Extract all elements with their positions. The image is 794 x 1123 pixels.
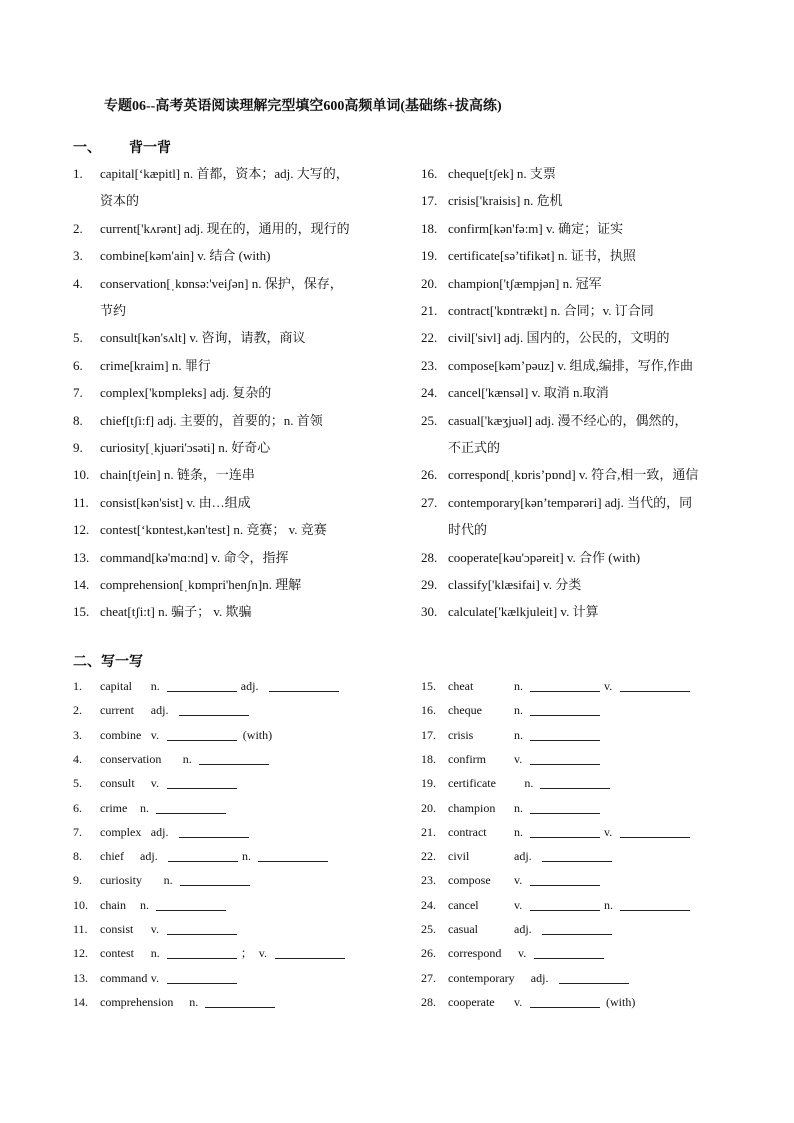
fill-entry bbox=[421, 751, 721, 767]
fill-entry bbox=[73, 824, 373, 840]
part-of-speech: v. bbox=[514, 751, 523, 766]
part-of-speech: n. bbox=[242, 849, 251, 864]
answer-blank[interactable] bbox=[156, 910, 226, 911]
part-of-speech: n. bbox=[524, 776, 534, 791]
part-of-speech: v. bbox=[604, 679, 613, 693]
fill-entry bbox=[421, 848, 721, 864]
entry-text: crisis['kraisis] n. 危机 bbox=[448, 193, 563, 209]
answer-blank[interactable] bbox=[530, 837, 600, 838]
part-of-speech: adj. bbox=[240, 679, 259, 693]
entry-text: consist[kən'sist] v. 由…组成 bbox=[100, 494, 251, 510]
entry-number: 4. bbox=[73, 275, 83, 291]
entry-number: 7. bbox=[73, 385, 83, 401]
entry-text: contemporary[kən’tempərəri] adj. 当代的，同 bbox=[448, 494, 693, 510]
entry-number: 14. bbox=[73, 577, 90, 592]
entry-text: calculate['kælkjuleit] v. 计算 bbox=[448, 604, 599, 620]
entry-text: complex['kɒmpleks] adj. 复杂的 bbox=[100, 385, 272, 401]
part-of-speech: adj. bbox=[530, 970, 549, 985]
part-of-speech: v. bbox=[150, 970, 160, 985]
entry-text: certificate[sə’tifikət] n. 证书，执照 bbox=[448, 248, 636, 264]
answer-blank[interactable] bbox=[167, 983, 237, 984]
entry-number: 24. bbox=[421, 897, 436, 912]
answer-blank[interactable] bbox=[530, 813, 600, 814]
entry-text: correspond[ˌkɒris’pɒnd] v. 符合,相一致，通信 bbox=[448, 467, 699, 483]
entry-word: contest bbox=[100, 946, 134, 961]
part-of-speech: n. bbox=[140, 800, 149, 815]
entry-word: correspond bbox=[448, 946, 502, 961]
entry-number: 3. bbox=[73, 248, 83, 264]
part-of-speech: adj. bbox=[150, 703, 169, 718]
entry-text: cheque[tʃek] n. 支票 bbox=[448, 166, 556, 181]
entry-word: civil bbox=[448, 849, 470, 864]
answer-blank[interactable] bbox=[530, 691, 600, 692]
entry-text: casual['kæʒjuəl] adj. 漫不经心的，偶然的， bbox=[448, 412, 688, 428]
fill-entry bbox=[73, 872, 373, 888]
entry-number: 21. bbox=[421, 824, 436, 839]
fill-entry bbox=[421, 921, 721, 937]
entry-word: crisis bbox=[448, 727, 474, 742]
entry-number: 25. bbox=[421, 412, 438, 428]
page-title: 专题06--高考英语阅读理解完型填空600高频单词(基础练+拔高练) bbox=[104, 99, 502, 114]
answer-blank[interactable] bbox=[530, 764, 600, 765]
part-of-speech: adj. bbox=[514, 922, 532, 936]
entry-number: 26. bbox=[421, 946, 436, 961]
part-of-speech: v. bbox=[514, 873, 523, 888]
part-of-speech: adj. bbox=[150, 824, 169, 839]
entry-word: contemporary bbox=[448, 970, 515, 985]
part-of-speech: n. bbox=[514, 727, 523, 742]
entry-word: cheat bbox=[448, 679, 474, 693]
entry-number: 2. bbox=[73, 220, 83, 236]
entry-text: combine[kəm'ain] v. 结合 (with) bbox=[100, 248, 271, 264]
fill-entry bbox=[421, 970, 721, 986]
answer-blank[interactable] bbox=[167, 691, 237, 692]
answer-blank[interactable] bbox=[620, 691, 690, 692]
part-of-speech: v. bbox=[150, 727, 160, 742]
answer-blank[interactable] bbox=[559, 983, 629, 984]
entry-number: 24. bbox=[421, 385, 438, 401]
entry-text: consult[kən'sʌlt] v. 咨询，请教，商议 bbox=[100, 330, 306, 346]
answer-blank[interactable] bbox=[540, 788, 610, 789]
part-of-speech: v. bbox=[518, 946, 527, 961]
entry-number: 20. bbox=[421, 800, 436, 815]
entry-text: classify['klæsifai] v. 分类 bbox=[448, 577, 582, 592]
part-of-speech: n. bbox=[514, 703, 523, 718]
fill-entry bbox=[421, 994, 721, 1010]
answer-blank[interactable] bbox=[275, 958, 345, 959]
part-of-speech: n. bbox=[514, 824, 523, 839]
part-of-speech: n. bbox=[182, 751, 192, 766]
answer-blank[interactable] bbox=[167, 934, 237, 935]
entry-text: contract['kɒntrækt] n. 合同；v. 订合同 bbox=[448, 303, 654, 318]
entry-word: confirm bbox=[448, 751, 486, 766]
answer-blank[interactable] bbox=[205, 1007, 275, 1008]
answer-blank[interactable] bbox=[258, 861, 328, 862]
part-of-speech: v. bbox=[514, 897, 523, 912]
fill-entry bbox=[421, 727, 721, 743]
answer-blank[interactable] bbox=[167, 740, 237, 741]
answer-blank[interactable] bbox=[180, 885, 250, 886]
entry-word: chain bbox=[100, 897, 126, 912]
entry-number: 15. bbox=[73, 604, 90, 620]
section-heading-recite bbox=[73, 137, 171, 157]
entry-text: cooperate[kəu'ɔpəreit] v. 合作 (with) bbox=[448, 549, 641, 565]
part-of-speech: n. bbox=[140, 897, 149, 912]
entry-word: conservation bbox=[100, 751, 162, 766]
entry-number: 28. bbox=[421, 549, 438, 565]
entry-number: 18. bbox=[421, 220, 438, 236]
entry-number: 12. bbox=[73, 946, 88, 961]
entry-number: 2. bbox=[73, 703, 82, 718]
entry-word: cooperate bbox=[448, 994, 495, 1009]
answer-blank[interactable] bbox=[269, 691, 339, 692]
entry-word: curiosity bbox=[100, 873, 142, 888]
entry-text: curiosity[ˌkjuəri'ɔsəti] n. 好奇心 bbox=[100, 440, 271, 455]
entry-text: capital[‘kæpitl] n. 首都，资本；adj. 大写的， bbox=[100, 166, 349, 181]
entry-text: contest[‘kɒntest,kən'test] n. 竞赛； v. 竞赛 bbox=[100, 522, 327, 538]
entry-number: 23. bbox=[421, 873, 436, 888]
entry-text-continued: 时代的 bbox=[448, 521, 488, 537]
entry-word: complex bbox=[100, 824, 142, 839]
answer-blank[interactable] bbox=[542, 861, 612, 862]
entry-text: champion['tʃæmpjən] n. 冠军 bbox=[448, 275, 602, 291]
entry-number: 13. bbox=[73, 549, 90, 565]
entry-number: 14. bbox=[73, 994, 88, 1009]
section-number: 一、 bbox=[73, 141, 101, 156]
entry-text-continued: 节约 bbox=[100, 302, 127, 318]
part-of-speech: n. bbox=[189, 994, 199, 1009]
part-of-speech: n. bbox=[150, 679, 160, 693]
entry-word: cancel bbox=[448, 897, 479, 912]
answer-blank[interactable] bbox=[168, 861, 238, 862]
fill-entry bbox=[421, 800, 721, 816]
fill-entry bbox=[73, 775, 373, 791]
entry-word: consult bbox=[100, 776, 135, 791]
entry-number: 11. bbox=[73, 494, 89, 510]
entry-word: crime bbox=[100, 800, 128, 815]
answer-blank[interactable] bbox=[156, 813, 226, 814]
answer-blank[interactable] bbox=[620, 910, 690, 911]
entry-text: cancel['kænsəl] v. 取消 n.取消 bbox=[448, 385, 609, 401]
entry-text: chief[tʃi:f] adj. 主要的，首要的；n. 首领 bbox=[100, 412, 323, 428]
entry-number: 18. bbox=[421, 751, 436, 766]
entry-word: compose bbox=[448, 873, 491, 888]
answer-blank[interactable] bbox=[530, 740, 600, 741]
entry-number: 17. bbox=[421, 727, 436, 742]
entry-number: 5. bbox=[73, 776, 82, 791]
fill-entry bbox=[421, 678, 721, 694]
entry-suffix: (with) bbox=[242, 727, 273, 742]
entry-word: chief bbox=[100, 849, 124, 864]
entry-text: chain[tʃein] n. 链条，一连串 bbox=[100, 467, 255, 483]
entry-word: current bbox=[100, 703, 134, 718]
part-of-speech: n. bbox=[514, 800, 523, 815]
entry-number: 29. bbox=[421, 577, 438, 592]
entry-word: consist bbox=[100, 922, 134, 936]
fill-entry bbox=[73, 945, 373, 961]
entry-number: 1. bbox=[73, 166, 83, 181]
entry-number: 3. bbox=[73, 727, 82, 742]
entry-text: cheat[tʃi:t] n. 骗子； v. 欺骗 bbox=[100, 604, 252, 620]
entry-text: crime[kraim] n. 罪行 bbox=[100, 357, 211, 373]
entry-text-continued: 不正式的 bbox=[448, 439, 501, 455]
part-of-speech: v. bbox=[258, 946, 268, 961]
entry-text: conservation[ˌkɒnsə:'veiʃən] n. 保护，保存， bbox=[100, 275, 343, 291]
entry-number: 1. bbox=[73, 679, 82, 693]
answer-blank[interactable] bbox=[167, 788, 237, 789]
answer-blank[interactable] bbox=[179, 837, 249, 838]
entry-number: 5. bbox=[73, 330, 83, 346]
entry-number: 26. bbox=[421, 467, 438, 483]
part-of-speech: v. bbox=[514, 994, 523, 1009]
entry-number: 9. bbox=[73, 873, 82, 888]
entry-number: 6. bbox=[73, 357, 83, 373]
entry-suffix: (with) bbox=[606, 994, 636, 1009]
fill-entry bbox=[421, 824, 721, 840]
entry-text: confirm[kən'fə:m] v. 确定；证实 bbox=[448, 220, 624, 236]
fill-entry bbox=[73, 897, 373, 913]
entry-number: 10. bbox=[73, 897, 88, 912]
section-label: 背一背 bbox=[129, 141, 171, 156]
entry-text: compose[kəm’pəuz] v. 组成,编排，写作,作曲 bbox=[448, 357, 694, 373]
entry-text: current['kʌrənt] adj. 现在的，通用的，现行的 bbox=[100, 220, 350, 236]
fill-entry bbox=[73, 800, 373, 816]
fill-entry bbox=[73, 702, 373, 718]
part-of-speech: n. bbox=[514, 679, 523, 693]
entry-word: casual bbox=[448, 922, 478, 936]
entry-number: 30. bbox=[421, 604, 438, 620]
answer-blank[interactable] bbox=[167, 958, 237, 959]
entry-number: 20. bbox=[421, 275, 438, 291]
entry-word: cheque bbox=[448, 703, 482, 718]
answer-blank[interactable] bbox=[530, 910, 600, 911]
part-of-speech: n. bbox=[150, 946, 160, 961]
answer-blank[interactable] bbox=[620, 837, 690, 838]
entry-number: 9. bbox=[73, 440, 83, 455]
entry-word: comprehension bbox=[100, 994, 174, 1009]
answer-blank[interactable] bbox=[530, 715, 600, 716]
answer-blank[interactable] bbox=[530, 1007, 600, 1008]
entry-number: 6. bbox=[73, 800, 82, 815]
entry-number: 22. bbox=[421, 330, 438, 346]
section-heading-write: 二、写一写 bbox=[73, 655, 143, 670]
fill-entry bbox=[73, 921, 373, 937]
entry-number: 12. bbox=[73, 522, 90, 538]
entry-number: 21. bbox=[421, 303, 438, 318]
fill-entry bbox=[421, 702, 721, 718]
fill-entry bbox=[421, 872, 721, 888]
entry-text: command[kə'mɑ:nd] v. 命令，指挥 bbox=[100, 549, 289, 565]
part-of-speech: n. bbox=[163, 873, 173, 888]
entry-text: comprehension[ˌkɒmpri'henʃn]n. 理解 bbox=[100, 577, 302, 592]
part-of-speech: v. bbox=[604, 824, 613, 839]
entry-number: 19. bbox=[421, 776, 436, 791]
entry-number: 4. bbox=[73, 751, 82, 766]
answer-blank[interactable] bbox=[534, 958, 604, 959]
entry-number: 16. bbox=[421, 166, 438, 181]
fill-entry bbox=[421, 775, 721, 791]
entry-number: 13. bbox=[73, 970, 88, 985]
entry-number: 19. bbox=[421, 248, 438, 264]
fill-entry bbox=[73, 848, 373, 864]
entry-number: 23. bbox=[421, 357, 438, 373]
entry-number: 15. bbox=[421, 679, 436, 693]
entry-number: 22. bbox=[421, 849, 436, 864]
entry-word: champion bbox=[448, 800, 496, 815]
fill-entry bbox=[73, 970, 373, 986]
entry-number: 25. bbox=[421, 922, 436, 936]
part-of-speech: n. bbox=[604, 897, 613, 912]
part-of-speech: adj. bbox=[140, 849, 158, 864]
entry-number: 27. bbox=[421, 970, 436, 985]
entry-word: combine bbox=[100, 727, 142, 742]
part-of-speech: v. bbox=[150, 922, 160, 936]
part-of-speech: adj. bbox=[514, 849, 532, 864]
entry-word: command bbox=[100, 970, 148, 985]
entry-number: 7. bbox=[73, 824, 82, 839]
fill-entry bbox=[73, 994, 373, 1010]
entry-number: 8. bbox=[73, 412, 83, 428]
entry-number: 16. bbox=[421, 703, 436, 718]
entry-number: 10. bbox=[73, 467, 90, 483]
answer-blank[interactable] bbox=[542, 934, 612, 935]
answer-blank[interactable] bbox=[530, 885, 600, 886]
entry-number: 8. bbox=[73, 849, 82, 864]
answer-blank[interactable] bbox=[199, 764, 269, 765]
entry-text-continued: 资本的 bbox=[100, 193, 140, 208]
fill-entry bbox=[73, 751, 373, 767]
part-of-speech: v. bbox=[150, 776, 160, 791]
fill-entry bbox=[73, 678, 373, 694]
fill-entry bbox=[73, 727, 373, 743]
answer-blank[interactable] bbox=[179, 715, 249, 716]
entry-number: 11. bbox=[73, 922, 88, 936]
fill-entry bbox=[421, 897, 721, 913]
entry-number: 28. bbox=[421, 994, 436, 1009]
entry-number: 17. bbox=[421, 193, 438, 209]
separator: ； bbox=[240, 946, 253, 961]
fill-entry bbox=[421, 945, 721, 961]
entry-text: civil['sivl] adj. 国内的，公民的，文明的 bbox=[448, 330, 670, 346]
entry-word: capital bbox=[100, 679, 132, 693]
entry-word: contract bbox=[448, 824, 487, 839]
entry-word: certificate bbox=[448, 776, 496, 791]
entry-number: 27. bbox=[421, 494, 438, 510]
